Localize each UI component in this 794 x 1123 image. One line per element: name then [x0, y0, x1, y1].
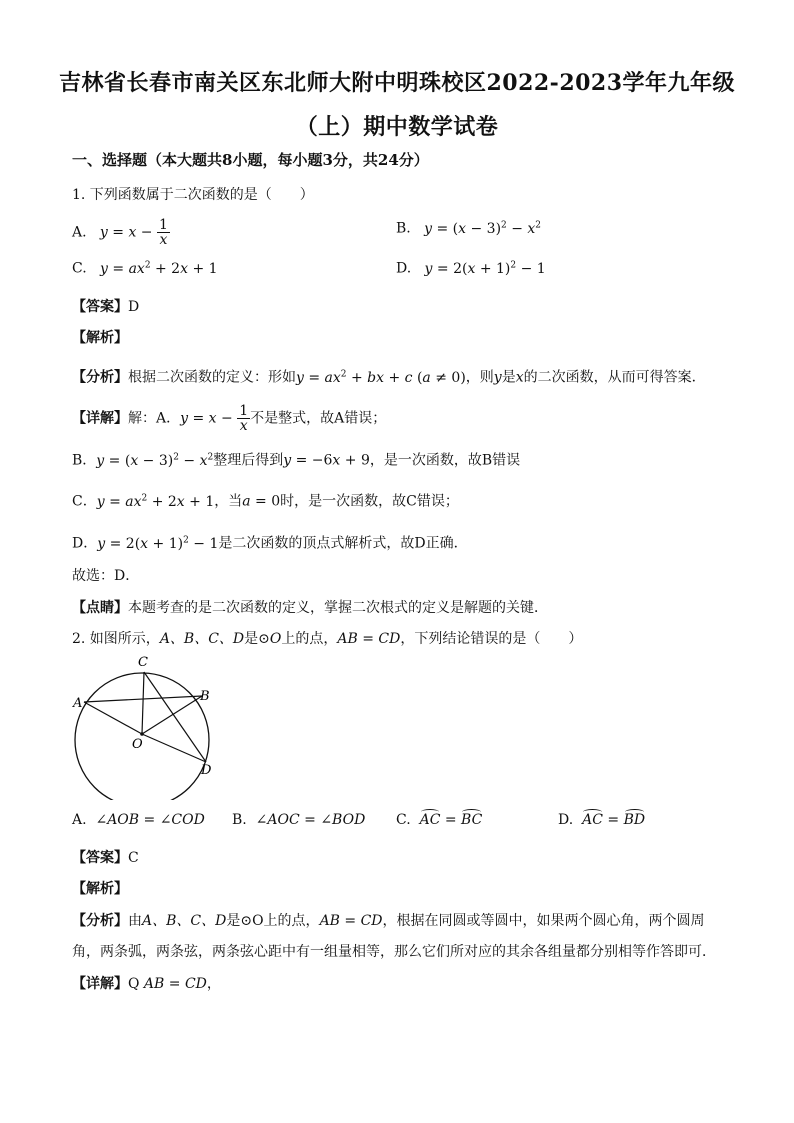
q1-option-b: B. $y = (x - 3)^2 - x^2$ — [396, 220, 542, 237]
q1-option-d: D. $y = 2(x + 1)^2 - 1$ — [396, 260, 546, 277]
q2-analysis-tag: 【解析】 — [72, 881, 128, 897]
fraction-1-over-x: $\frac{1}{x}$ — [159, 217, 168, 248]
q2-fenxi-line2: 角，两条弧，两条弦，两条弦心距中有一组量相等，那么它们所对应的其余各组量都分别相等作答即可． — [72, 944, 716, 960]
q1-xiangjie-a: 【详解】解：A．y = x − $\frac{1}{x}$ 不是整式，故A错误； — [72, 403, 387, 434]
fraction-1-over-x: $\frac{1}{x}$ — [239, 403, 249, 434]
q2-option-c: C. AC = BC — [396, 812, 483, 828]
q1-fenxi: 【分析】根据二次函数的定义：形如$y = ax^2$ + bx + c (a ≠ 0)，则y是x的二次函数，从而可得答案． — [72, 369, 706, 386]
q1-analysis-tag: 【解析】 — [72, 330, 128, 346]
circle-figure — [70, 650, 230, 800]
q2-option-d: D. AC = BD — [558, 812, 646, 828]
q2-answer: 【答案】C — [72, 850, 139, 866]
q1-xiangjie-d: D．$y = 2(x + 1)^2 - 1$是二次函数的顶点式解析式，故D正确． — [72, 535, 468, 552]
q2-xiangjie: 【详解】Q AB = CD， — [72, 976, 221, 992]
label-o: O — [132, 737, 143, 752]
q1-xiangjie-b: B．$y = (x - 3)^2 - x^2$整理后得到y = −6x + 9，是一次函数，故B错误 — [72, 452, 521, 469]
label-a: A — [73, 696, 83, 711]
q1-option-c: C. $y = ax^2 + 2x + 1$ — [72, 260, 218, 277]
label-c: C — [138, 655, 148, 670]
q1-answer: 【答案】D — [72, 299, 140, 315]
radius-oc — [142, 672, 144, 734]
q1-dianjing: 【点睛】本题考查的是二次函数的定义，掌握二次根式的定义是解题的关键． — [72, 600, 548, 616]
center-point — [140, 732, 144, 736]
q2-option-a: A. ∠AOB = ∠COD — [72, 812, 205, 828]
page-title-line2: （上）期中数学试卷 — [295, 114, 499, 140]
section-heading: 一、选择题（本大题共8小题，每小题3分，共24分） — [72, 151, 429, 169]
label-d: D — [201, 763, 212, 778]
q2-fenxi: 【分析】由A、B、C、D是⊙O上的点，AB = CD，根据在同圆或等圆中，如果两个圆心角，两个圆周 — [72, 913, 705, 929]
q1-xiangjie-c: C．$y = ax^2 + 2x + 1$，当a = 0时，是一次函数，故C错误； — [72, 493, 459, 510]
label-b: B — [200, 689, 210, 704]
radius-oa — [84, 702, 142, 734]
q2-stem: 2. 如图所示，A、B、C、D是⊙O上的点，AB = CD，下列结论错误的是（ ） — [72, 631, 583, 647]
radius-ob — [142, 696, 202, 734]
q1-conclusion: 故选：D． — [72, 568, 140, 584]
q2-option-b: B. ∠AOC = ∠BOD — [232, 812, 366, 828]
q1-stem: 1. 下列函数属于二次函数的是（ ） — [72, 187, 314, 203]
q1-option-a: A. y = x − $\frac{1}{x}$ — [72, 217, 168, 248]
page-title-line1: 吉林省长春市南关区东北师大附中明珠校区2022-2023学年九年级 — [58, 70, 736, 96]
